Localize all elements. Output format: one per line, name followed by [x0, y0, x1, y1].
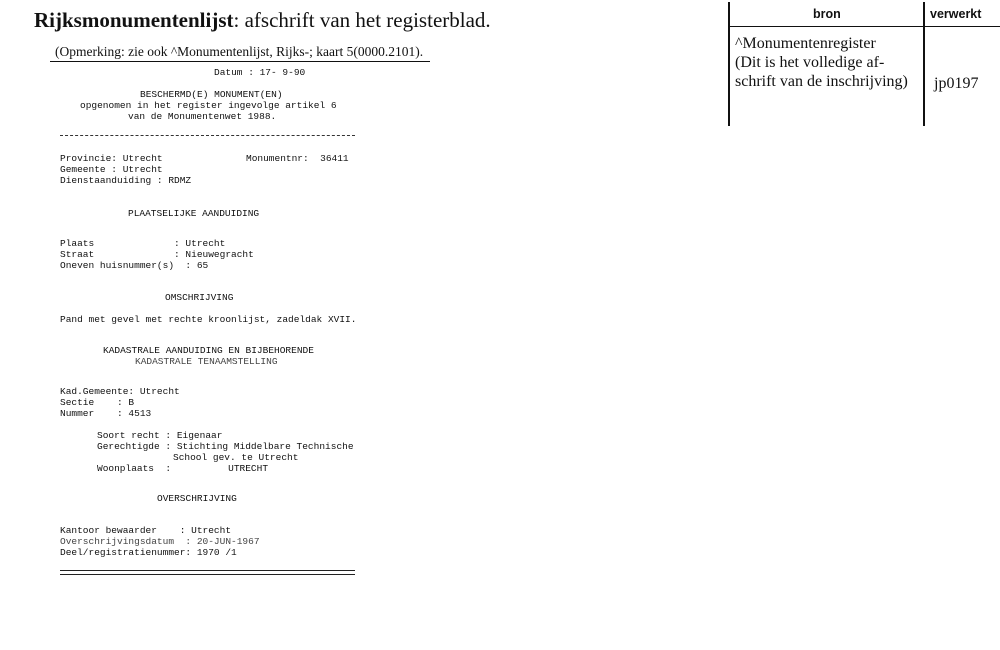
deel-line: Deel/registratienummer: 1970 /1: [60, 547, 237, 558]
monumentnr-line: Monumentnr: 36411: [246, 153, 349, 164]
page-title: [34, 8, 491, 33]
bron-line-3: schrift van de inschrijving): [735, 73, 908, 90]
bron-line-1: ^Monumentenregister: [735, 35, 876, 52]
plaats-line: Plaats : Utrecht: [60, 238, 226, 249]
table-column-divider: [923, 2, 925, 126]
section-kadastraal-2: KADASTRALE TENAAMSTELLING: [135, 356, 278, 367]
section-overschrijving: OVERSCHRIJVING: [157, 493, 237, 504]
remark-text: (Opmerking: zie ook ^Monumentenlijst, Rijks-; kaart 5(0000.2101).: [55, 44, 424, 59]
gerechtigde-line-2: School gev. te Utrecht: [173, 452, 299, 463]
provincie-line: Provincie: Utrecht: [60, 153, 163, 164]
source-table: [728, 0, 1000, 128]
gemeente-line: Gemeente : Utrecht: [60, 164, 163, 175]
title-bold: Rijksmonumentenlijst: [34, 8, 234, 32]
heading-line-2: opgenomen in het register ingevolge artikel 6: [80, 100, 337, 111]
huisnummer-line: Oneven huisnummer(s) : 65: [60, 260, 209, 271]
table-header-rule: [728, 26, 1000, 27]
section-omschrijving: OMSCHRIJVING: [165, 292, 234, 303]
divider-dashed: [60, 135, 355, 136]
heading-line-3: van de Monumentenwet 1988.: [128, 111, 277, 122]
straat-line: Straat : Nieuwegracht: [60, 249, 254, 260]
datum-line: Datum : 17- 9-90: [214, 67, 306, 78]
divider-double: [60, 570, 355, 575]
kad-gemeente-line: Kad.Gemeente: Utrecht: [60, 386, 180, 397]
kantoor-line: Kantoor bewaarder : Utrecht: [60, 525, 232, 536]
heading-line-1: BESCHERMD(E) MONUMENT(EN): [140, 89, 283, 100]
omschrijving-text: Pand met gevel met rechte kroonlijst, zadeldak XVII.: [60, 314, 357, 325]
section-plaatselijke-aanduiding: PLAATSELIJKE AANDUIDING: [128, 208, 260, 219]
woonplaats-line: Woonplaats : UTRECHT: [97, 463, 269, 474]
header-rule: [50, 61, 430, 62]
overschrijvingsdatum-line: Overschrijvingsdatum : 20-JUN-1967: [60, 536, 260, 547]
verwerkt-value: jp0197: [934, 75, 979, 92]
bron-line-2: (Dit is het volledige af-: [735, 54, 885, 71]
soort-recht-line: Soort recht : Eigenaar: [97, 430, 223, 441]
title-rest: : afschrift van het registerblad.: [233, 8, 491, 32]
table-header-bron: bron: [813, 7, 841, 21]
sectie-line: Sectie : B: [60, 397, 135, 408]
table-header-verwerkt: verwerkt: [930, 7, 982, 21]
section-kadastraal-1: KADASTRALE AANDUIDING EN BIJBEHORENDE: [103, 345, 314, 356]
dienstaanduiding-line: Dienstaanduiding : RDMZ: [60, 175, 192, 186]
table-border-left: [728, 2, 730, 126]
gerechtigde-line-1: Gerechtigde : Stichting Middelbare Technische: [97, 441, 354, 452]
nummer-line: Nummer : 4513: [60, 408, 152, 419]
